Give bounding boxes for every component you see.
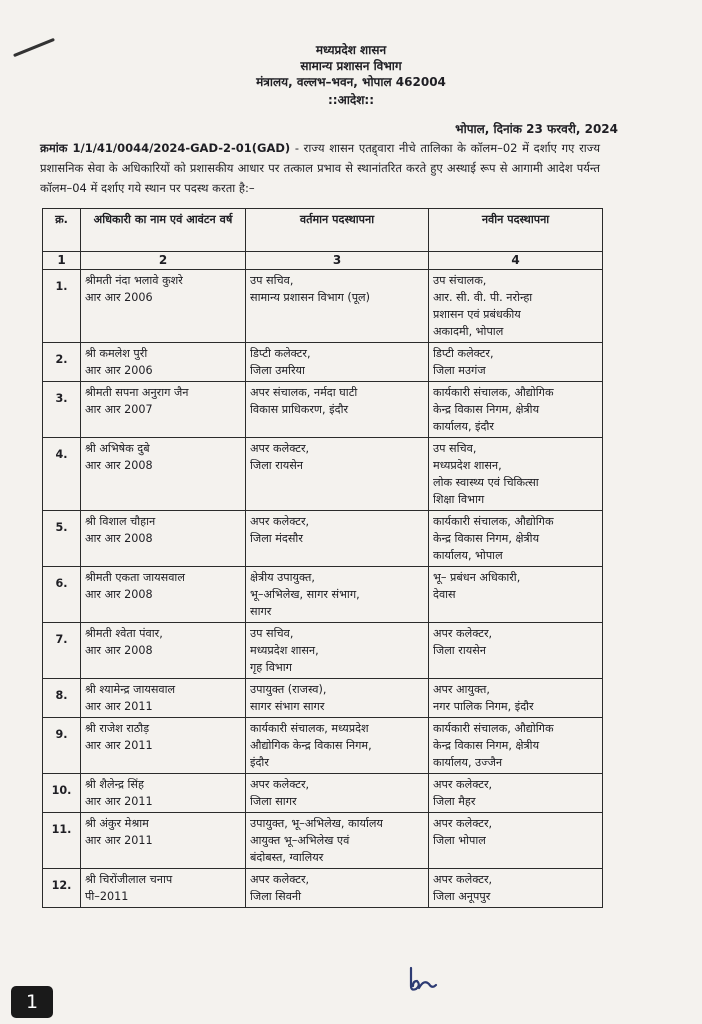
new-posting-cell — [429, 511, 603, 567]
officer-name-cell — [81, 343, 246, 382]
cell-line: आयुक्त भू–अभिलेख एवं — [250, 834, 350, 847]
table-row — [43, 679, 603, 718]
cell-line: डिप्टी कलेक्टर, — [250, 347, 311, 360]
cell-line: भू– प्रबंधन अधिकारी, — [433, 571, 521, 584]
cell-line: अपर कलेक्टर, — [250, 442, 310, 455]
new-posting-cell — [429, 869, 603, 908]
table-row — [43, 567, 603, 623]
cell-line: जिला सिवनी — [250, 890, 302, 903]
new-posting-cell — [429, 438, 603, 511]
cell-line: आर आर 2011 — [85, 700, 153, 713]
header-govt: मध्यप्रदेश शासन — [315, 43, 387, 57]
new-posting-cell — [429, 774, 603, 813]
table-row — [43, 718, 603, 774]
current-posting-cell — [246, 813, 429, 869]
officer-name-cell — [81, 438, 246, 511]
cell-line: प्रशासन एवं प्रबंधकीय — [433, 308, 521, 321]
cell-line: श्रीमती नंदा भलावे कुशरे — [85, 274, 183, 287]
header-department: सामान्य प्रशासन विभाग — [300, 59, 402, 73]
row-serial: 10. — [43, 774, 81, 813]
row-serial: 9. — [43, 718, 81, 774]
table-row — [43, 623, 603, 679]
cell-line: श्री विशाल चौहान — [85, 515, 156, 528]
column-number: 2 — [81, 252, 246, 270]
officer-name-cell — [81, 623, 246, 679]
cell-line: सागर — [250, 605, 272, 618]
transfer-table — [42, 208, 603, 908]
officer-name-cell — [81, 869, 246, 908]
cell-line: जिला मउगंज — [433, 364, 486, 377]
cell-line: आर आर 2008 — [85, 644, 153, 657]
cell-line: श्री श्यामेन्द्र जायसवाल — [85, 683, 176, 696]
officer-name-cell — [81, 567, 246, 623]
cell-line: श्री अभिषेक दुबे — [85, 442, 150, 455]
cell-line: कार्यालय, उज्जैन — [433, 756, 503, 769]
current-posting-cell — [246, 438, 429, 511]
cell-line: अपर कलेक्टर, — [250, 515, 310, 528]
officer-name-cell — [81, 813, 246, 869]
cell-line: श्री अंकुर मेश्राम — [85, 817, 149, 830]
table-row — [43, 270, 603, 343]
cell-line: आर आर 2008 — [85, 588, 153, 601]
officer-name-cell — [81, 718, 246, 774]
column-number: 3 — [246, 252, 429, 270]
cell-line: उप सचिव, — [250, 274, 294, 287]
cell-line: आर आर 2008 — [85, 532, 153, 545]
current-posting-cell — [246, 270, 429, 343]
cell-line: क्षेत्रीय उपायुक्त, — [250, 571, 315, 584]
cell-line: जिला सागर — [250, 795, 297, 808]
cell-line: आर आर 2006 — [85, 291, 153, 304]
row-serial: 3. — [43, 382, 81, 438]
cell-line: कार्यालय, भोपाल — [433, 549, 503, 562]
header-name: अधिकारी का नाम एवं आवंटन वर्ष — [81, 209, 246, 252]
cell-line: आर आर 2007 — [85, 403, 153, 416]
cell-line: कार्यकारी संचालक, औद्योगिक — [433, 515, 554, 528]
table-row — [43, 343, 603, 382]
order-date: भोपाल, दिनांक 23 फरवरी, 2024 — [455, 122, 618, 136]
column-number: 4 — [429, 252, 603, 270]
row-serial: 1. — [43, 270, 81, 343]
cell-line: अपर कलेक्टर, — [433, 817, 493, 830]
page-number-badge: 1 — [11, 986, 53, 1018]
column-number: 1 — [43, 252, 81, 270]
current-posting-cell — [246, 623, 429, 679]
cell-line: बंदोबस्त, ग्वालियर — [250, 851, 324, 864]
header-order-title: ::आदेश:: — [328, 93, 374, 107]
new-posting-cell — [429, 813, 603, 869]
row-serial: 2. — [43, 343, 81, 382]
cell-line: देवास — [433, 588, 456, 601]
table-row — [43, 813, 603, 869]
table-row — [43, 382, 603, 438]
cell-line: आर आर 2006 — [85, 364, 153, 377]
cell-line: उप संचालक, — [433, 274, 487, 287]
cell-line: अपर संचालक, नर्मदा घाटी — [250, 386, 358, 399]
new-posting-cell — [429, 623, 603, 679]
cell-line: अपर कलेक्टर, — [250, 873, 310, 886]
cell-line: श्री शैलेन्द्र सिंह — [85, 778, 144, 791]
cell-line: नगर पालिक निगम, इंदौर — [433, 700, 534, 713]
cell-line: भू–अभिलेख, सागर संभाग, — [250, 588, 360, 601]
officer-name-cell — [81, 774, 246, 813]
cell-line: मध्यप्रदेश शासन, — [433, 459, 502, 472]
officer-name-cell — [81, 382, 246, 438]
current-posting-cell — [246, 774, 429, 813]
new-posting-cell — [429, 567, 603, 623]
cell-line: जिला भोपाल — [433, 834, 486, 847]
cell-line: आर आर 2011 — [85, 834, 153, 847]
cell-line: श्रीमती श्वेता पंवार, — [85, 627, 163, 640]
current-posting-cell — [246, 511, 429, 567]
cell-line: श्री चिरोंजीलाल चनाप — [85, 873, 173, 886]
current-posting-cell — [246, 567, 429, 623]
new-posting-cell — [429, 679, 603, 718]
officer-name-cell — [81, 511, 246, 567]
cell-line: कार्यकारी संचालक, मध्यप्रदेश — [250, 722, 369, 735]
cell-line: उपायुक्त (राजस्व), — [250, 683, 327, 696]
cell-line: अपर आयुक्त, — [433, 683, 490, 696]
current-posting-cell — [246, 869, 429, 908]
row-serial: 6. — [43, 567, 81, 623]
header-serial: क्र. — [43, 209, 81, 252]
cell-line: शिक्षा विभाग — [433, 493, 485, 506]
cell-line: केन्द्र विकास निगम, क्षेत्रीय — [433, 739, 540, 752]
current-posting-cell — [246, 718, 429, 774]
row-serial: 4. — [43, 438, 81, 511]
header-current-posting: वर्तमान पदस्थापना — [246, 209, 429, 252]
new-posting-cell — [429, 382, 603, 438]
new-posting-cell — [429, 343, 603, 382]
table-row — [43, 511, 603, 567]
cell-line: सागर संभाग सागर — [250, 700, 325, 713]
cell-line: कार्यकारी संचालक, औद्योगिक — [433, 722, 554, 735]
officer-name-cell — [81, 270, 246, 343]
cell-line: अपर कलेक्टर, — [433, 873, 493, 886]
cell-line: अकादमी, भोपाल — [433, 325, 504, 338]
cell-line: औद्योगिक केन्द्र विकास निगम, — [250, 739, 372, 752]
row-serial: 8. — [43, 679, 81, 718]
cell-line: श्री राजेश राठौड़ — [85, 722, 150, 735]
signature-mark — [405, 964, 441, 994]
table-row — [43, 438, 603, 511]
cell-line: जिला मैहर — [433, 795, 476, 808]
cell-line: आर आर 2011 — [85, 795, 153, 808]
cell-line: कार्यकारी संचालक, औद्योगिक — [433, 386, 554, 399]
officer-name-cell — [81, 679, 246, 718]
cell-line: गृह विभाग — [250, 661, 292, 674]
cell-line: विकास प्राधिकरण, इंदौर — [250, 403, 349, 416]
cell-line: अपर कलेक्टर, — [433, 778, 493, 791]
cell-line: केन्द्र विकास निगम, क्षेत्रीय — [433, 403, 540, 416]
cell-line: केन्द्र विकास निगम, क्षेत्रीय — [433, 532, 540, 545]
order-number: क्रमांक 1/1/41/0044/2024-GAD-2-01(GAD) — [40, 141, 291, 155]
current-posting-cell — [246, 679, 429, 718]
cell-line: आर आर 2011 — [85, 739, 153, 752]
cell-line: जिला रायसेन — [433, 644, 486, 657]
row-serial: 11. — [43, 813, 81, 869]
new-posting-cell — [429, 718, 603, 774]
new-posting-cell — [429, 270, 603, 343]
table-row — [43, 774, 603, 813]
current-posting-cell — [246, 382, 429, 438]
cell-line: श्रीमती एकता जायसवाल — [85, 571, 185, 584]
current-posting-cell — [246, 343, 429, 382]
row-serial: 12. — [43, 869, 81, 908]
cell-line: आर. सी. वी. पी. नरोन्हा — [433, 291, 533, 304]
cell-line: मध्यप्रदेश शासन, — [250, 644, 319, 657]
cell-line: उप सचिव, — [433, 442, 477, 455]
cell-line: श्रीमती सपना अनुराग जैन — [85, 386, 189, 399]
row-serial: 5. — [43, 511, 81, 567]
cell-line: अपर कलेक्टर, — [433, 627, 493, 640]
cell-line: जिला मंदसौर — [250, 532, 303, 545]
cell-line: उप सचिव, — [250, 627, 294, 640]
header-new-posting: नवीन पदस्थापना — [429, 209, 603, 252]
cell-line: कार्यालय, इंदौर — [433, 420, 494, 433]
order-text: - राज्य शासन एतद्द्वारा नीचे तालिका के कॉलम–02 में दर्शाए गए राज्य प्रशासनिक सेवा के अधिकारियों को प्रशासकीय आधार पर तत्काल प्रभाव से स्थानांतरित करते हुए अस्थाई रूप से आगामी आदेश पर्यन्त कॉलम–04 में दर्शाए गये स्थान पर पदस्थ करता है:– — [40, 141, 600, 195]
cell-line: आर आर 2008 — [85, 459, 153, 472]
cell-line: जिला अनूपपुर — [433, 890, 491, 903]
cell-line: पी–2011 — [85, 890, 129, 903]
cell-line: जिला उमरिया — [250, 364, 305, 377]
cell-line: सामान्य प्रशासन विभाग (पूल) — [250, 291, 370, 304]
cell-line: जिला रायसेन — [250, 459, 303, 472]
row-serial: 7. — [43, 623, 81, 679]
cell-line: डिप्टी कलेक्टर, — [433, 347, 494, 360]
table-row — [43, 869, 603, 908]
cell-line: इंदौर — [250, 756, 269, 769]
header-address: मंत्रालय, वल्लभ–भवन, भोपाल 462004 — [256, 75, 446, 89]
cell-line: लोक स्वास्थ्य एवं चिकित्सा — [433, 476, 539, 489]
order-intro — [40, 138, 600, 198]
cell-line: उपायुक्त, भू–अभिलेख, कार्यालय — [250, 817, 383, 830]
cell-line: श्री कमलेश पुरी — [85, 347, 148, 360]
cell-line: अपर कलेक्टर, — [250, 778, 310, 791]
